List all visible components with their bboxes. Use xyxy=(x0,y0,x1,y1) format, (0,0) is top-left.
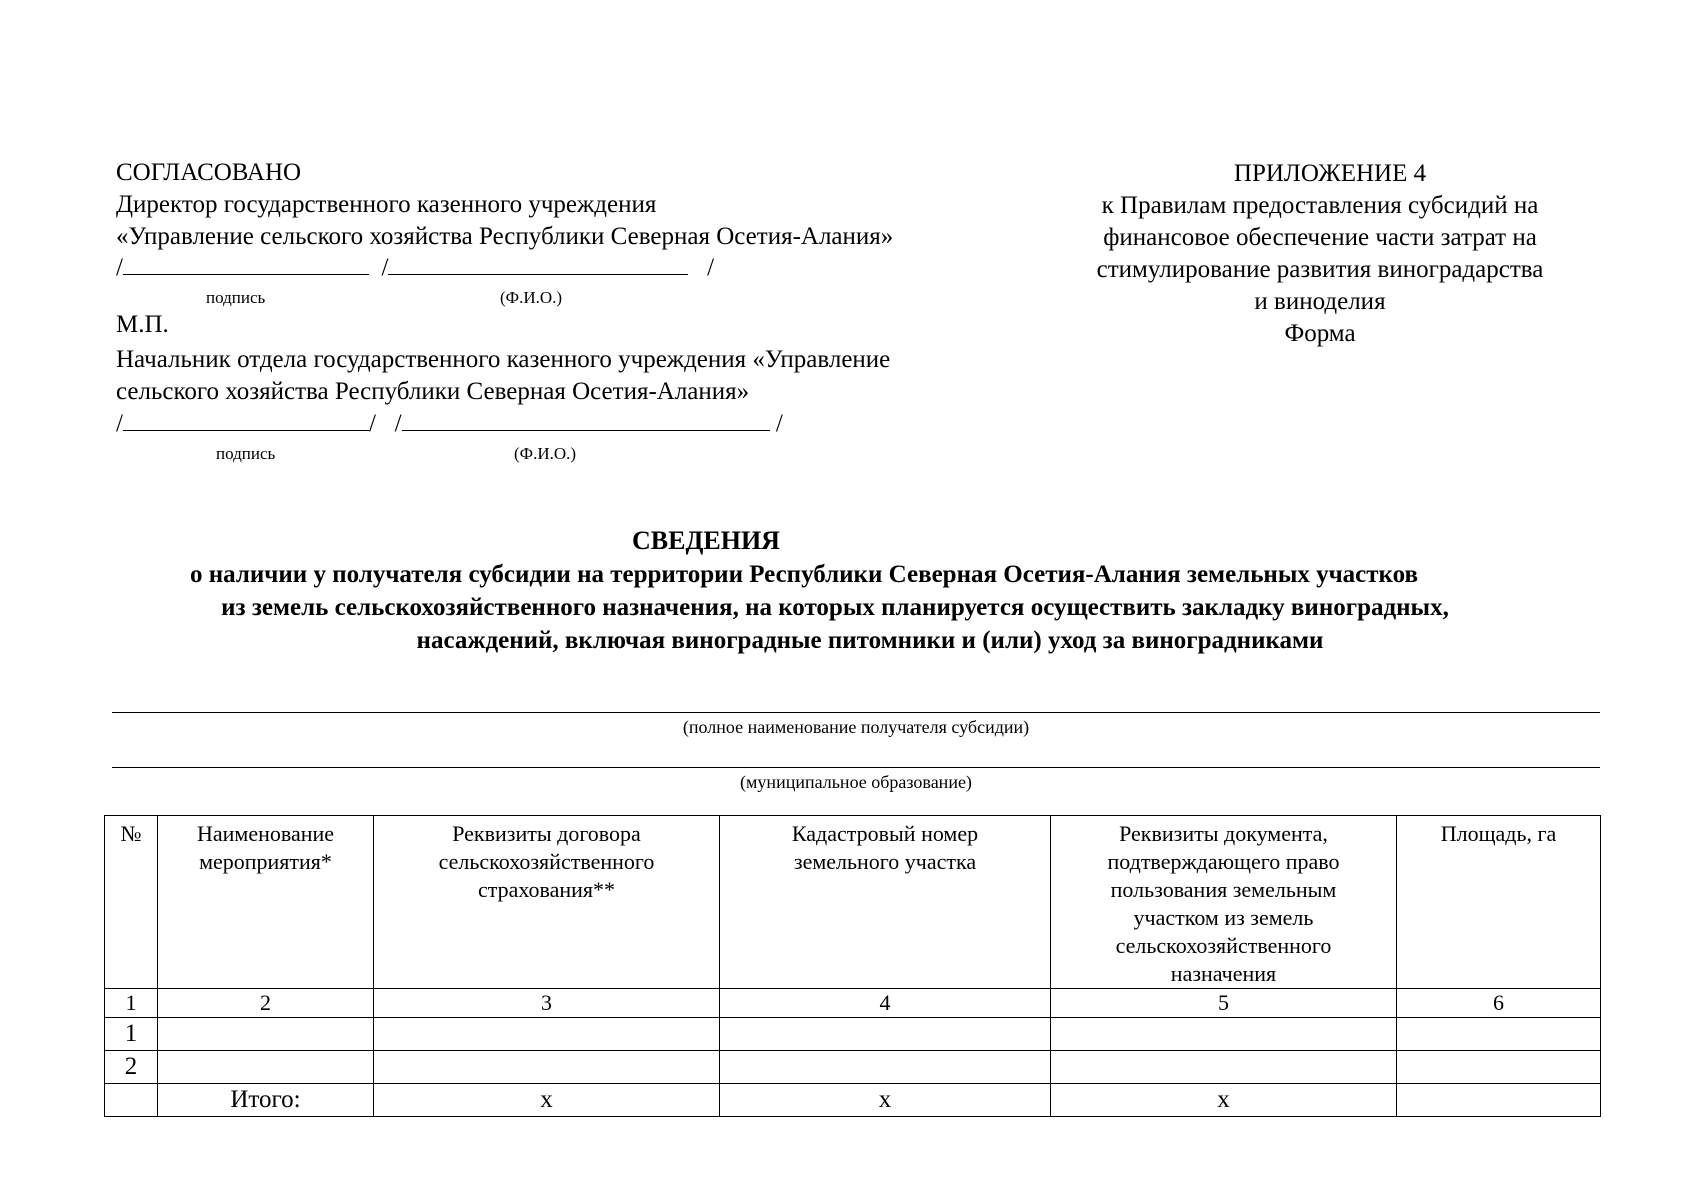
table-cell[interactable] xyxy=(1397,1051,1601,1084)
signature-label-1: подпись xyxy=(206,288,266,307)
subtitle-line-3: насаждений, включая виноградные питомники и (или) уход за виноградниками xyxy=(416,627,1324,654)
table-cell[interactable] xyxy=(1051,1051,1397,1084)
head-line-2: сельского хозяйства Республики Северная Осетия-Алания» xyxy=(116,378,750,405)
column-number: 5 xyxy=(1051,989,1397,1018)
header-area: Площадь, га xyxy=(1397,816,1601,989)
header-cadastral-number: Кадастровый номер земельного участка xyxy=(720,816,1051,989)
document-heading: СВЕДЕНИЯ xyxy=(632,526,780,555)
appendix-line-3: стимулирование развития виноградарства xyxy=(1096,256,1544,283)
column-number: 3 xyxy=(374,989,720,1018)
land-plots-table xyxy=(104,815,1601,1117)
total-area-cell[interactable] xyxy=(1397,1084,1601,1117)
director-line-2: «Управление сельского хозяйства Республики Северная Осетия-Алания» xyxy=(116,223,894,250)
subtitle-line-1: о наличии у получателя субсидии на территории Республики Северная Осетия-Алания земельных участков xyxy=(190,561,1419,588)
table-row xyxy=(105,1018,1601,1051)
total-label: Итого: xyxy=(158,1084,374,1117)
appendix-title: ПРИЛОЖЕНИЕ 4 xyxy=(1233,160,1427,187)
appendix-line-2: финансовое обеспечение части затрат на xyxy=(1103,224,1537,251)
table-cell[interactable] xyxy=(1051,1018,1397,1051)
header-activity: Наименование мероприятия* xyxy=(158,816,374,989)
appendix-line-4: и виноделия xyxy=(1254,288,1386,315)
table-cell[interactable] xyxy=(720,1051,1051,1084)
table-cell[interactable] xyxy=(720,1018,1051,1051)
header-insurance-contract: Реквизиты договора сельскохозяйственного страхования** xyxy=(374,816,720,989)
row-number: 1 xyxy=(105,1018,158,1051)
table-header-row xyxy=(105,816,1601,989)
table-cell[interactable] xyxy=(374,1018,720,1051)
fio-label-1: (Ф.И.О.) xyxy=(500,288,563,307)
total-cell xyxy=(105,1084,158,1117)
stamp-label: М.П. xyxy=(116,311,169,338)
table-cell[interactable] xyxy=(158,1018,374,1051)
table-cell[interactable] xyxy=(374,1051,720,1084)
table-cell[interactable] xyxy=(1397,1018,1601,1051)
municipality-caption: (муниципальное образование) xyxy=(740,772,972,792)
column-number: 2 xyxy=(158,989,374,1018)
table-row xyxy=(105,1051,1601,1084)
appendix-line-1: к Правилам предоставления субсидий на xyxy=(1101,192,1539,219)
signature-label-2: подпись xyxy=(216,444,276,463)
total-cell: х xyxy=(1051,1084,1397,1117)
municipality-field-line[interactable] xyxy=(112,767,1600,768)
table-cell[interactable] xyxy=(158,1051,374,1084)
column-number: 4 xyxy=(720,989,1051,1018)
row-number: 2 xyxy=(105,1051,158,1084)
total-row xyxy=(105,1084,1601,1117)
fio-label-2: (Ф.И.О.) xyxy=(514,444,577,463)
signature-line-1: / / / xyxy=(116,254,715,281)
column-number: 1 xyxy=(105,989,158,1018)
appendix-form: Форма xyxy=(1284,320,1356,347)
recipient-caption: (полное наименование получателя субсидии) xyxy=(682,717,1030,737)
director-line-1: Директор государственного казенного учреждения xyxy=(116,191,657,218)
signature-line-2: / / / / xyxy=(116,410,783,437)
approval-heading: СОГЛАСОВАНО xyxy=(116,159,302,186)
appendix-block xyxy=(1045,158,1595,350)
total-cell: х xyxy=(720,1084,1051,1117)
total-cell: х xyxy=(374,1084,720,1117)
document-subtitle xyxy=(140,558,1600,657)
head-line-1: Начальник отдела государственного казенного учреждения «Управление xyxy=(116,346,891,373)
column-number: 6 xyxy=(1397,989,1601,1018)
subtitle-line-2: из земель сельскохозяйственного назначения, на которых планируется осуществить закладку виноградных, xyxy=(221,594,1449,621)
header-number: № xyxy=(105,816,158,989)
column-numbers-row xyxy=(105,989,1601,1018)
header-land-use-document: Реквизиты документа, подтверждающего право пользования земельным участком из земель сельскохозяйственного назначения xyxy=(1051,816,1397,989)
recipient-field-line[interactable] xyxy=(112,712,1600,713)
